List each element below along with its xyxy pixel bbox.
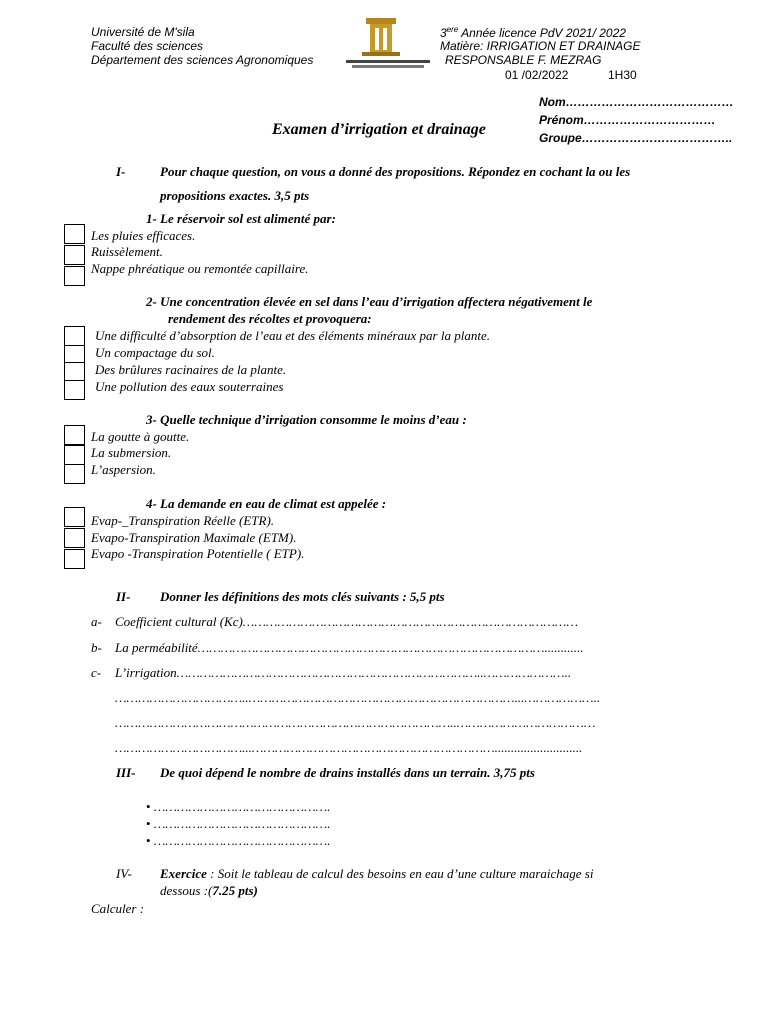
q2-option-3: Des brûlures racinaires de la plante. xyxy=(95,362,287,377)
part1-number: I- xyxy=(116,164,126,179)
q4-checkbox-1[interactable] xyxy=(64,507,85,527)
part2-item-b-letter: b- xyxy=(91,640,102,655)
university-name: Université de M'sila xyxy=(91,25,195,39)
q2-title-line2: rendement des récoltes et provoquera: xyxy=(168,311,372,326)
q3-checkbox-3[interactable] xyxy=(64,464,85,484)
q1-checkbox-1[interactable] xyxy=(64,224,85,244)
faculty-name: Faculté des sciences xyxy=(91,39,204,53)
q2-checkbox-1[interactable] xyxy=(64,326,85,346)
part3-bullet-2[interactable]: • ………………………………………. xyxy=(146,816,330,832)
q4-checkbox-3[interactable] xyxy=(64,549,85,569)
part2-number: II- xyxy=(116,589,131,604)
q4-title: 4- La demande en eau de climat est appelée : xyxy=(146,496,387,511)
exam-duration: 1H30 xyxy=(608,68,637,82)
q1-title: 1- Le réservoir sol est alimenté par: xyxy=(146,211,336,226)
part4-line2: dessous :(7.25 pts) xyxy=(160,883,258,898)
q4-option-1: Evap-_Transpiration Réelle (ETR). xyxy=(91,513,275,528)
q2-option-2: Un compactage du sol. xyxy=(95,345,215,360)
part3-bullet-3[interactable]: • ………………………………………. xyxy=(146,833,330,849)
subject: Matière: IRRIGATION ET DRAINAGE xyxy=(440,39,641,53)
q1-option-1: Les pluies efficaces. xyxy=(91,228,196,243)
calculer-label: Calculer : xyxy=(91,901,145,916)
part2-item-a-letter: a- xyxy=(91,614,102,629)
q4-option-2: Evapo-Transpiration Maximale (ETM). xyxy=(91,530,297,545)
q2-option-4: Une pollution des eaux souterraines xyxy=(95,379,284,394)
prenom-field[interactable]: Prénom…………………………… xyxy=(539,113,716,127)
part3-number: III- xyxy=(116,765,136,780)
q1-option-2: Ruissèlement. xyxy=(91,244,163,259)
responsible: RESPONSABLE F. MEZRAG xyxy=(445,53,602,67)
q2-title-line1: 2- Une concentration élevée en sel dans l’eau d’irrigation affectera négativement le xyxy=(146,294,593,309)
nom-field[interactable]: Nom…………………………………… xyxy=(539,95,734,109)
q4-option-3: Evapo -Transpiration Potentielle ( ETP). xyxy=(91,546,305,561)
part4-line1: Exercice : Soit le tableau de calcul des besoins en eau d’une culture maraichage si xyxy=(160,866,594,881)
q3-checkbox-1[interactable] xyxy=(64,425,85,445)
exam-title: Examen d’irrigation et drainage xyxy=(272,121,486,138)
academic-year: 3ere Année licence PdV 2021/ 2022 xyxy=(440,25,626,40)
exercice-label: Exercice xyxy=(160,866,207,881)
q3-title: 3- Quelle technique d’irrigation consomme le moins d’eau : xyxy=(146,412,467,427)
part2-item-b[interactable]: La perméabilité………………………………………………………………………………............ xyxy=(115,640,584,655)
department-name: Département des sciences Agronomiques xyxy=(91,53,314,67)
q1-option-3: Nappe phréatique ou remontée capillaire. xyxy=(91,261,309,276)
q2-checkbox-3[interactable] xyxy=(64,362,85,382)
university-logo xyxy=(342,16,434,72)
q4-checkbox-2[interactable] xyxy=(64,528,85,548)
part2-item-c-letter: c- xyxy=(91,665,102,680)
groupe-field[interactable]: Groupe……………………………….. xyxy=(539,131,733,145)
part1-instruction-line1: Pour chaque question, on vous a donné des propositions. Répondez en cochant la ou les xyxy=(160,164,631,179)
part2-answer-line-3[interactable]: ……………………………...………………………………………………………........................... xyxy=(115,740,583,755)
q3-option-2: La submersion. xyxy=(91,445,172,460)
part2-title: Donner les définitions des mots clés suivants : 5,5 pts xyxy=(160,589,445,604)
q3-option-1: La goutte à goutte. xyxy=(91,429,190,444)
part3-title: De quoi dépend le nombre de drains installés dans un terrain. 3,75 pts xyxy=(160,765,535,780)
q3-option-3: L’aspersion. xyxy=(91,462,156,477)
part2-answer-line-1[interactable]: ……………………………..……………………………………………………………...……………….. xyxy=(115,690,601,705)
part4-number: IV- xyxy=(116,866,132,881)
part3-bullet-1[interactable]: • ………………………………………. xyxy=(146,799,330,815)
q1-checkbox-2[interactable] xyxy=(64,245,85,265)
part2-item-a[interactable]: Coefficient cultural (Kc)…………………………………………………………………………… xyxy=(115,614,579,629)
q3-checkbox-2[interactable] xyxy=(64,445,85,465)
q2-checkbox-4[interactable] xyxy=(64,380,85,400)
part2-answer-line-2[interactable]: ……………………………………………………………………………..……………………………… xyxy=(115,715,596,730)
exam-date: 01 /02/2022 xyxy=(505,68,569,82)
part2-item-c[interactable]: L’irrigation……………………………………………………………………..………………….. xyxy=(115,665,572,680)
q1-checkbox-3[interactable] xyxy=(64,266,85,286)
q2-option-1: Une difficulté d’absorption de l’eau et des éléments minéraux par la plante. xyxy=(95,328,490,343)
part1-instruction-line2: propositions exactes. 3,5 pts xyxy=(160,188,310,203)
